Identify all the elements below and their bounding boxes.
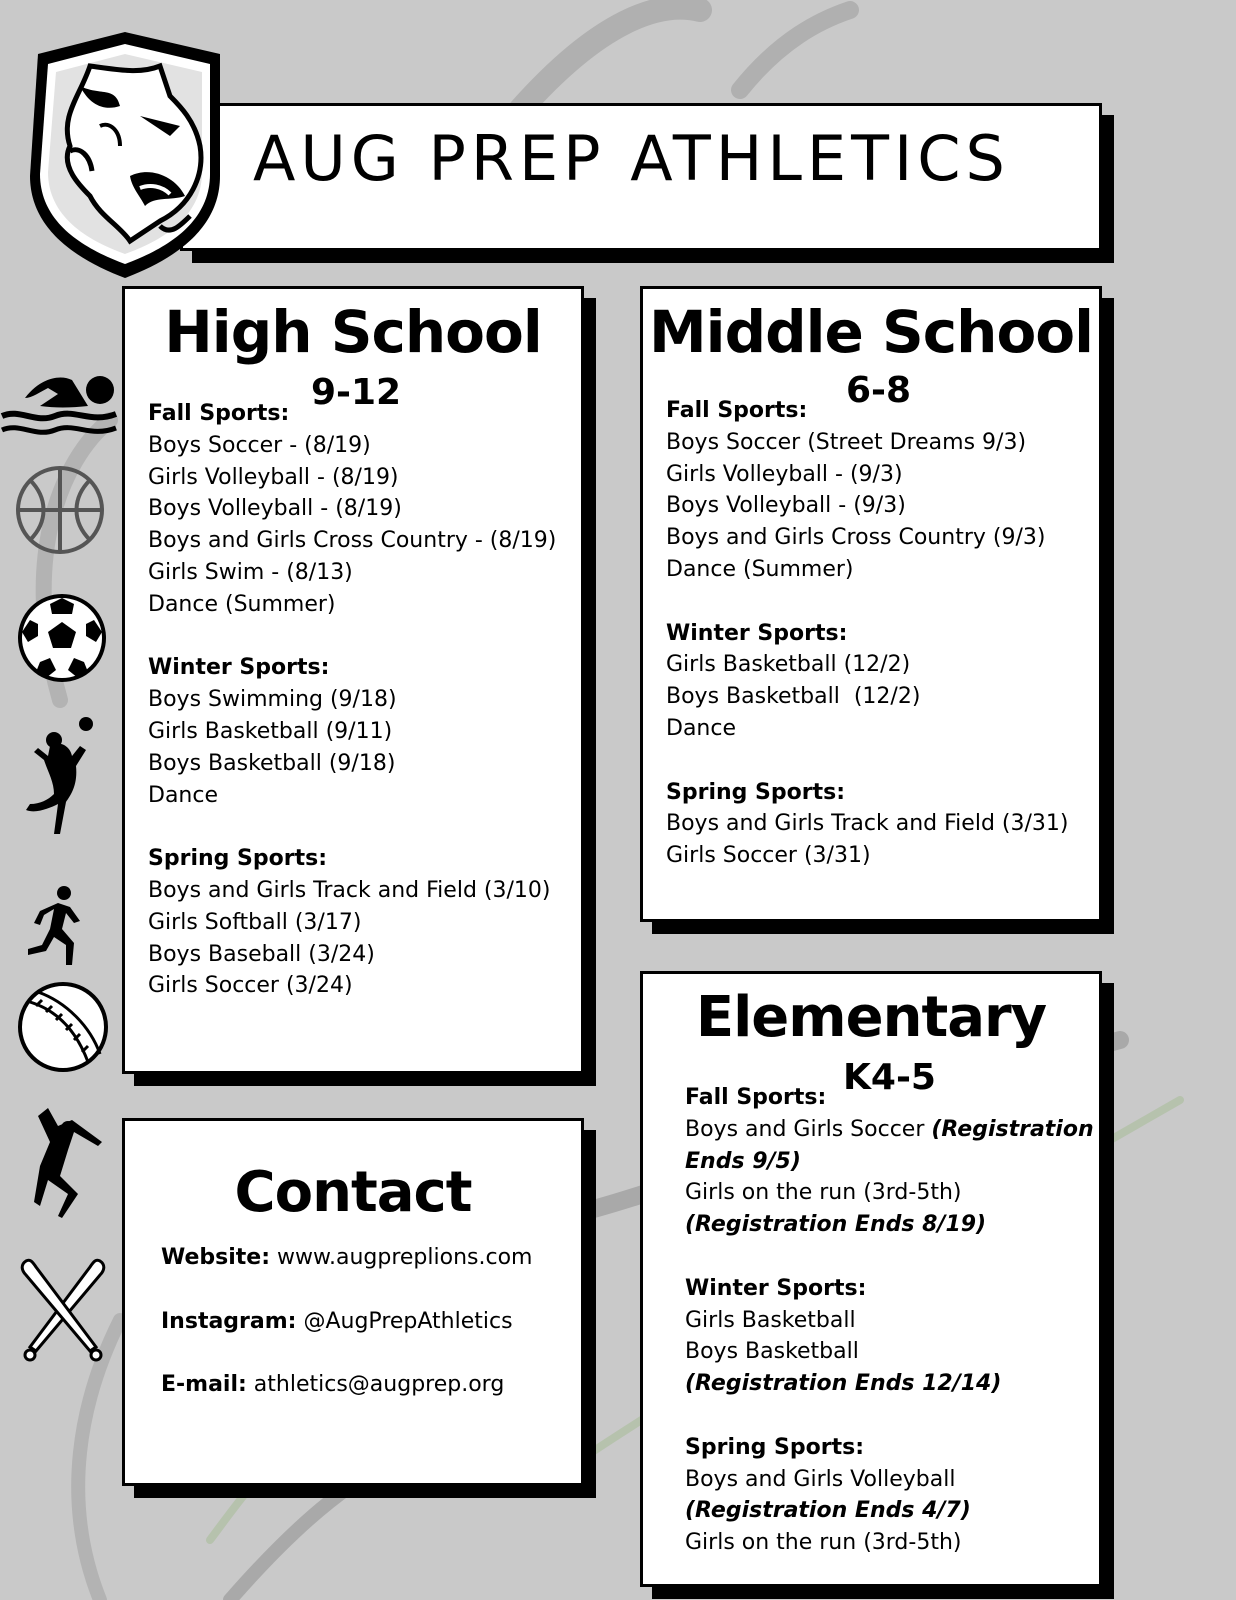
spring-sports-label: Spring Sports: — [685, 1434, 865, 1460]
high-school-grades: 9-12 — [311, 372, 402, 413]
spring-sports-label: Spring Sports: — [148, 846, 328, 872]
list-item: Boys Basketball (9/18) — [148, 750, 396, 776]
instagram-row — [161, 1309, 513, 1334]
elementary-sports-list — [685, 1082, 1094, 1559]
elementary-grades: K4-5 — [843, 1057, 936, 1098]
website-link[interactable]: www.augpreplions.com — [270, 1245, 533, 1270]
list-item: Girls Soccer (3/31) — [666, 843, 871, 869]
dancer-icon — [18, 1106, 108, 1220]
list-item: Boys Soccer - (8/19) — [148, 432, 371, 458]
website-row — [161, 1245, 532, 1270]
volleyball-player-icon — [20, 716, 110, 848]
swimmer-icon — [0, 368, 118, 440]
spring-sports-label: Spring Sports: — [666, 779, 846, 805]
contact-heading: Contact — [234, 1160, 472, 1225]
list-item: Dance (Summer) — [148, 591, 336, 617]
list-item: Girls Basketball (12/2) — [666, 652, 911, 678]
list-item: Boys Swimming (9/18) — [148, 687, 397, 713]
list-item: Boys and Girls Cross Country (9/3) — [666, 525, 1046, 551]
list-item: (Registration Ends 12/14) — [685, 1371, 1002, 1397]
list-item: Boys Soccer (Street Dreams 9/3) — [666, 429, 1027, 455]
high-school-heading: High School — [164, 298, 542, 366]
middle-school-card — [640, 286, 1102, 922]
list-item: Girls Basketball — [685, 1307, 856, 1333]
winter-sports-label: Winter Sports: — [666, 620, 848, 646]
middle-school-heading: Middle School — [648, 298, 1094, 366]
email-label: E-mail: — [161, 1372, 247, 1397]
instagram-link[interactable]: @AugPrepAthletics — [296, 1309, 513, 1334]
email-row — [161, 1372, 504, 1397]
list-item: Dance — [148, 782, 218, 808]
fall-sports-label: Fall Sports: — [666, 398, 808, 423]
title-card — [180, 103, 1102, 251]
fall-sports-label: Fall Sports: — [148, 401, 290, 426]
list-item: Boys Volleyball - (8/19) — [148, 496, 402, 522]
list-item: Girls Basketball (9/11) — [148, 718, 393, 744]
list-item: Boys Baseball (3/24) — [148, 941, 375, 967]
list-item: Girls on the run (3rd-5th) — [685, 1180, 962, 1206]
baseball-icon — [16, 980, 110, 1074]
list-item: Boys and Girls Track and Field (3/31) — [666, 811, 1069, 837]
list-item: (Registration Ends 4/7) — [685, 1498, 971, 1524]
list-item: Girls Volleyball - (9/3) — [666, 461, 903, 487]
list-item: Girls Softball (3/17) — [148, 909, 362, 935]
winter-sports-label: Winter Sports: — [685, 1275, 867, 1301]
middle-school-grades: 6-8 — [846, 370, 912, 411]
fall-sports-label: Fall Sports: — [685, 1085, 827, 1110]
contact-card — [122, 1118, 584, 1486]
list-item: Boys and Girls Volleyball — [685, 1466, 956, 1492]
website-label: Website: — [161, 1245, 271, 1270]
basketball-icon — [12, 462, 108, 558]
list-item: Girls Swim - (8/13) — [148, 559, 353, 585]
list-item: (Registration Ends 8/19) — [685, 1212, 987, 1238]
list-item: Dance (Summer) — [666, 556, 854, 582]
email-link[interactable]: athletics@augprep.org — [246, 1372, 505, 1397]
middle-school-sports-list — [666, 395, 1068, 872]
list-item: Boys and Girls Track and Field (3/10) — [148, 877, 551, 903]
soccer-ball-icon — [16, 592, 108, 684]
list-item: Girls on the run (3rd-5th) — [685, 1530, 962, 1556]
high-school-sports-list — [148, 398, 556, 1002]
list-item: Ends 9/5) — [685, 1148, 801, 1174]
instagram-label: Instagram: — [161, 1309, 297, 1334]
list-item: Girls Soccer (3/24) — [148, 973, 353, 999]
list-item: Girls Volleyball - (8/19) — [148, 464, 399, 490]
page-title: AUG PREP ATHLETICS — [253, 122, 1010, 195]
elementary-card — [640, 971, 1102, 1587]
crossed-bats-icon — [16, 1255, 110, 1367]
runner-icon — [22, 885, 94, 969]
list-item: Boys and Girls Cross Country - (8/19) — [148, 528, 557, 554]
list-item: Dance — [666, 715, 736, 741]
elementary-heading: Elementary — [695, 985, 1047, 1050]
list-item: Boys Volleyball - (9/3) — [666, 493, 906, 519]
lion-shield-logo — [20, 26, 230, 284]
list-item: Boys Basketball (12/2) — [666, 684, 921, 710]
list-item: Boys and Girls Soccer (Registration — [685, 1116, 1094, 1142]
winter-sports-label: Winter Sports: — [148, 655, 330, 681]
high-school-card — [122, 286, 584, 1074]
list-item: Boys Basketball — [685, 1339, 859, 1365]
